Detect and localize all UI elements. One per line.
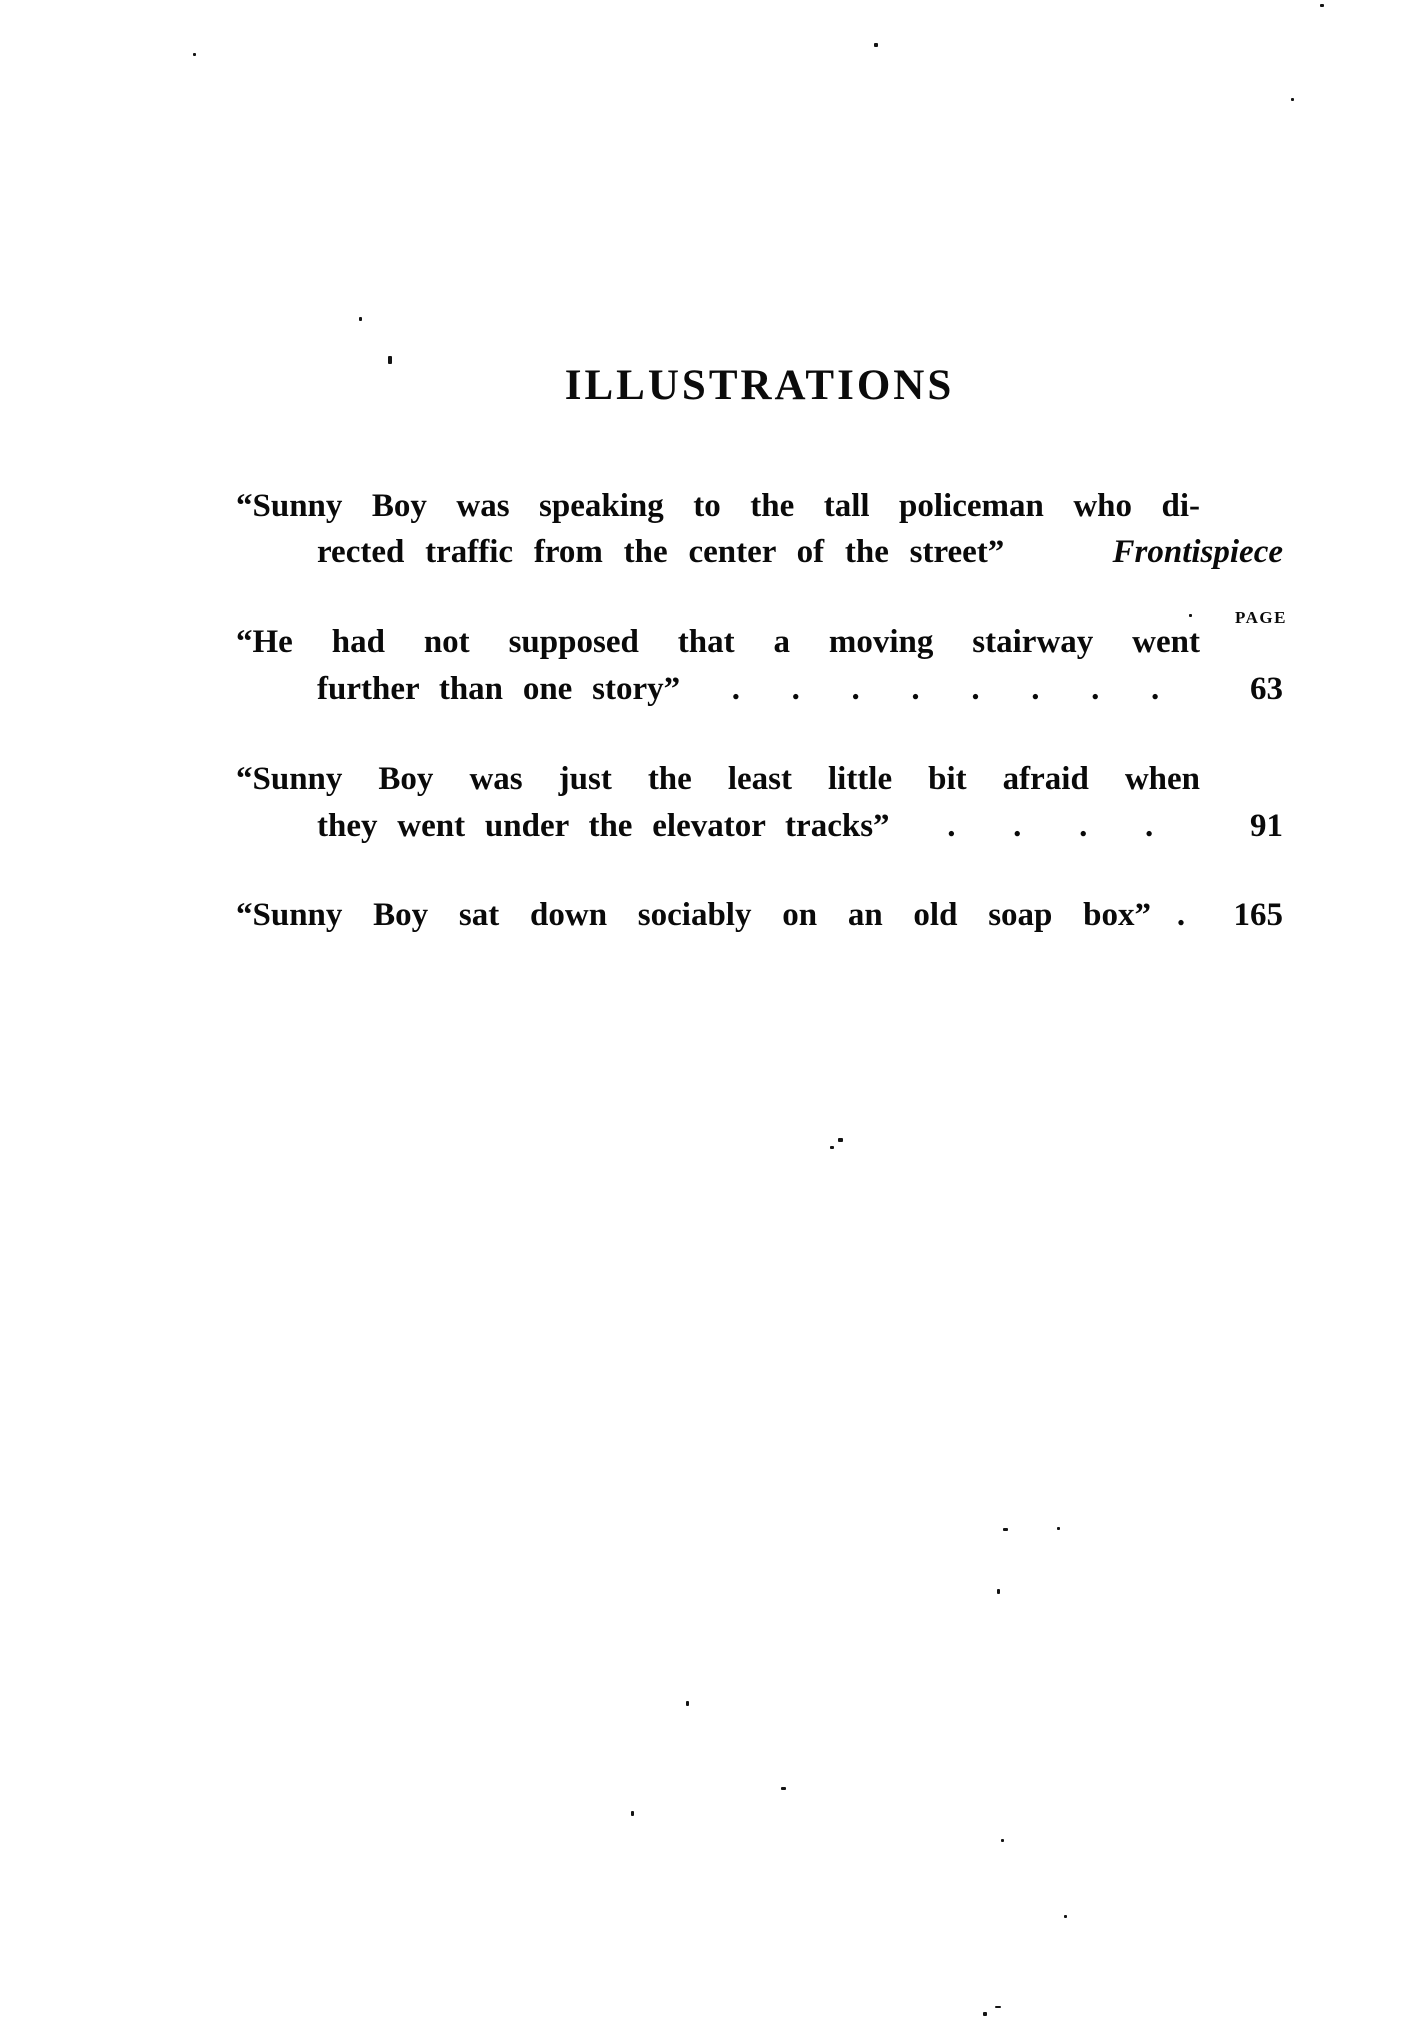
leader-dot: . [791,671,800,707]
illustration-entry-3-page-number: 91 [1250,808,1283,844]
illustration-entry-4-page-number: 165 [1233,897,1283,933]
leader-dots [680,671,1211,707]
illustration-entry-4-text: “Sunny Boy sat down sociably on an old soap box” [236,897,1151,933]
page-title: ILLUSTRATIONS [564,362,955,409]
leader-dot: . [1150,671,1160,707]
scan-speck [388,356,392,364]
illustration-entry-2-line-2-text: further than one story” [317,671,681,707]
illustration-entry-2-line-1: “He had not supposed that a moving stairway went [236,624,1200,660]
scan-speck [1320,4,1324,7]
illustration-entry-2-page-number: 63 [1250,671,1283,707]
scan-speck [983,2012,987,2016]
leader-dot: . [731,671,740,707]
leader-dot: . [947,808,956,844]
scan-speck [830,1146,834,1149]
scan-speck [781,1787,786,1790]
scan-speck [1291,98,1294,101]
leader-dot: . [971,671,980,707]
leader-dot: . [1145,808,1154,844]
leader-dots [1151,897,1211,933]
illustration-entry-3-line-1: “Sunny Boy was just the least little bit afraid when [236,761,1200,797]
scan-speck [1189,614,1192,617]
scan-speck [838,1138,843,1142]
leader-dot: . [1091,671,1100,707]
illustration-entry-4-line-1 [236,897,1283,933]
scan-speck [874,43,878,47]
scan-speck [359,317,362,321]
page-column-label: PAGE [1235,608,1287,627]
leader-dot: . [911,671,920,707]
scan-speck [1001,1839,1004,1842]
leader-dot: . [1013,808,1022,844]
scan-speck [1003,1528,1008,1531]
illustration-entry-1-line-2 [236,534,1283,570]
illustration-entry-3-line-2 [236,808,1283,844]
illustration-entry-1-line-1: “Sunny Boy was speaking to the tall policeman who di- [236,488,1200,524]
leader-dot: . [851,671,860,707]
scan-speck [686,1701,689,1706]
leader-dot: . [1079,808,1088,844]
scan-speck [1057,1527,1060,1530]
scan-speck [995,2006,1001,2008]
illustration-entry-1-line-2-text: rected traffic from the center of the street” [317,534,1005,570]
scan-speck [1064,1915,1067,1918]
illustration-entry-1-page-reference: Frontispiece [1112,534,1283,570]
leader-dot: . [1176,897,1186,933]
illustration-entry-3-line-2-text: they went under the elevator tracks” [317,808,890,844]
illustration-entry-2-line-2 [236,671,1283,707]
scan-speck [631,1811,634,1816]
scan-speck [997,1589,1000,1594]
leader-dots [890,808,1211,844]
scan-speck [193,53,196,56]
leader-dot: . [1031,671,1040,707]
